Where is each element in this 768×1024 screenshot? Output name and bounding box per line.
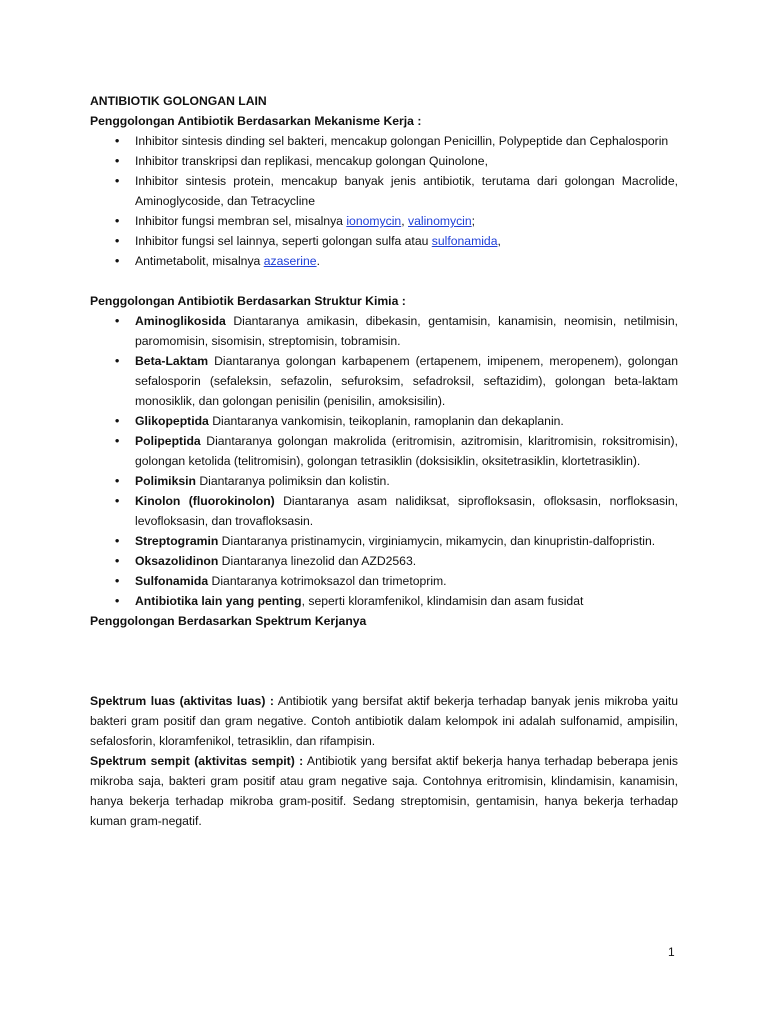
bullet-icon: • xyxy=(115,154,120,168)
list-item xyxy=(90,151,678,171)
list-item-text: Diantaranya polimiksin dan kolistin. xyxy=(195,474,390,488)
bullet-icon: • xyxy=(115,434,120,448)
paragraph-text: Antibiotik yang bersifat aktif bekerja hanya terhadap beberapa jenis mikroba saja, bakteri gram positif atau gram negative saja. Contohnya eritromisin, klindamisin, kanamisin, hanya bekerja terhadap mikroba gram-positif. Sedang streptomisin, gentamisin, hanya bekerja terhadap kuman gram-negatif. xyxy=(90,754,678,828)
list-item-text: Diantaranya kotrimoksazol dan trimetoprim. xyxy=(208,574,447,588)
list-item-text: Inhibitor sintesis protein, mencakup banyak jenis antibiotik, terutama dari golongan Macrolide, Aminoglycoside, dan Tetracycline xyxy=(135,174,678,208)
list-item xyxy=(90,351,678,411)
document-title: ANTIBIOTIK GOLONGAN LAIN xyxy=(90,94,267,108)
list-item xyxy=(90,131,678,151)
link-sulfonamida[interactable]: sulfonamida xyxy=(431,234,498,248)
paragraph-term: Spektrum sempit (aktivitas sempit) : xyxy=(90,754,304,768)
list-item xyxy=(90,171,678,211)
list-item-term: Polipeptida xyxy=(135,434,201,448)
document-page xyxy=(90,91,678,831)
bullet-icon: • xyxy=(115,234,120,248)
list-item xyxy=(90,231,678,251)
section-heading-struktur-kimia: Penggolongan Antibiotik Berdasarkan Struktur Kimia : xyxy=(90,294,406,308)
paragraph-term: Spektrum luas (aktivitas luas) : xyxy=(90,694,274,708)
bullet-icon: • xyxy=(115,594,120,608)
link-valinomycin[interactable]: valinomycin xyxy=(408,214,472,228)
bullet-icon: • xyxy=(115,354,120,368)
list-item-text: , seperti kloramfenikol, klindamisin dan asam fusidat xyxy=(301,594,584,608)
list-item-text: Diantaranya pristinamycin, virginiamycin, mikamycin, dan kinupristin-dalfopristin. xyxy=(218,534,656,548)
bullet-icon: • xyxy=(115,174,120,188)
list-item-term: Oksazolidinon xyxy=(135,554,219,568)
list-item-text: Inhibitor sintesis dinding sel bakteri, mencakup golongan Penicillin, Polypeptide dan Cephalosporin xyxy=(135,134,669,148)
bullet-icon: • xyxy=(115,134,120,148)
link-azaserine[interactable]: azaserine xyxy=(263,254,317,268)
bullet-icon: • xyxy=(115,474,120,488)
mekanisme-list xyxy=(90,131,678,271)
list-item xyxy=(90,591,678,611)
list-item xyxy=(90,471,678,491)
list-item-term: Sulfonamida xyxy=(135,574,209,588)
list-item-term: Beta-Laktam xyxy=(135,354,209,368)
list-item-term: Antibiotika lain yang penting xyxy=(135,594,302,608)
bullet-icon: • xyxy=(115,414,120,428)
list-item-text: Antimetabolit, misalnya xyxy=(135,254,264,268)
list-item-text: Inhibitor fungsi sel lainnya, seperti golongan sulfa atau xyxy=(135,234,432,248)
section-heading-spektrum: Penggolongan Berdasarkan Spektrum Kerjanya xyxy=(90,614,367,628)
spacer xyxy=(90,631,678,691)
list-item-punct: ; xyxy=(471,214,476,228)
list-item xyxy=(90,491,678,531)
list-item xyxy=(90,311,678,351)
page-number: 1 xyxy=(668,945,675,959)
list-item-term: Aminoglikosida xyxy=(135,314,226,328)
list-item xyxy=(90,551,678,571)
paragraph-spektrum-sempit xyxy=(90,751,678,831)
bullet-icon: • xyxy=(115,214,120,228)
section-heading-mekanisme: Penggolongan Antibiotik Berdasarkan Mekanisme Kerja : xyxy=(90,114,422,128)
list-item-text: Diantaranya golongan makrolida (eritromisin, azitromisin, klaritromisin, roksitromisin), golongan ketolida (telitromisin), golongan tetrasiklin (doksisiklin, oksitetrasiklin, klortetrasiklin). xyxy=(135,434,678,468)
bullet-icon: • xyxy=(115,314,120,328)
list-item xyxy=(90,411,678,431)
bullet-icon: • xyxy=(115,254,120,268)
spacer xyxy=(90,271,678,291)
list-item xyxy=(90,431,678,471)
list-item-text: Diantaranya amikasin, dibekasin, gentamisin, kanamisin, neomisin, netilmisin, paromomisin, sisomisin, streptomisin, tobramisin. xyxy=(135,314,678,348)
list-item-term: Polimiksin xyxy=(135,474,196,488)
list-item xyxy=(90,211,678,231)
link-ionomycin[interactable]: ionomycin xyxy=(346,214,402,228)
list-item-punct: , xyxy=(497,234,501,248)
paragraph-spektrum-luas xyxy=(90,691,678,751)
list-item xyxy=(90,251,678,271)
list-item xyxy=(90,531,678,551)
list-item-text: Inhibitor fungsi membran sel, misalnya xyxy=(135,214,347,228)
list-item-text: Diantaranya asam nalidiksat, siprofloksasin, ofloksasin, norfloksasin, levofloksasin, dan trovafloksasin. xyxy=(135,494,678,528)
bullet-icon: • xyxy=(115,554,120,568)
list-item-text: Diantaranya linezolid dan AZD2563. xyxy=(218,554,417,568)
list-item-term: Streptogramin xyxy=(135,534,219,548)
list-item xyxy=(90,571,678,591)
paragraph-text: Antibiotik yang bersifat aktif bekerja terhadap banyak jenis mikroba yaitu bakteri gram positif dan gram negative. Contoh antibiotik dalam kelompok ini adalah sulfonamid, ampisilin, sefalosforin, kloramfenikol, tetrasiklin, dan rifampisin. xyxy=(90,694,678,748)
list-item-separator: , xyxy=(401,214,408,228)
list-item-term: Kinolon (fluorokinolon) xyxy=(135,494,275,508)
list-item-text: Diantaranya golongan karbapenem (ertapenem, imipenem, meropenem), golongan sefalosporin (sefaleksin, sefazolin, sefuroksim, sefadroksil, seftazidim), golongan beta-laktam monosiklik, dan golongan penisilin (penisilin, amoksisilin). xyxy=(135,354,678,408)
bullet-icon: • xyxy=(115,534,120,548)
bullet-icon: • xyxy=(115,574,120,588)
list-item-term: Glikopeptida xyxy=(135,414,209,428)
bullet-icon: • xyxy=(115,494,120,508)
list-item-punct: . xyxy=(316,254,320,268)
struktur-kimia-list xyxy=(90,311,678,611)
list-item-text: Diantaranya vankomisin, teikoplanin, ramoplanin dan dekaplanin. xyxy=(208,414,564,428)
list-item-text: Inhibitor transkripsi dan replikasi, mencakup golongan Quinolone, xyxy=(135,154,488,168)
